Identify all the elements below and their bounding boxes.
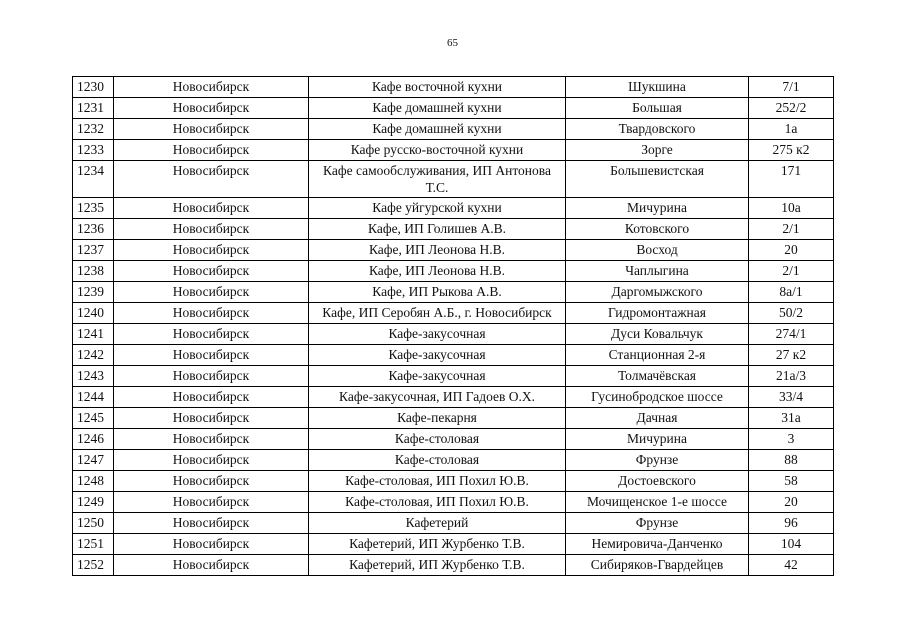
house-number-cell: 21а/3 — [749, 366, 834, 387]
row-number-cell: 1235 — [73, 198, 114, 219]
page-number: 65 — [447, 37, 458, 49]
city-cell: Новосибирск — [114, 261, 309, 282]
street-cell: Котовского — [566, 219, 749, 240]
establishment-cell: Кафе, ИП Серобян А.Б., г. Новосибирск — [309, 303, 566, 324]
establishment-cell: Кафе-столовая, ИП Похил Ю.В. — [309, 471, 566, 492]
table-row — [73, 450, 834, 471]
establishment-cell: Кафе-столовая — [309, 450, 566, 471]
city-cell: Новосибирск — [114, 140, 309, 161]
city-cell: Новосибирск — [114, 324, 309, 345]
row-number-cell: 1240 — [73, 303, 114, 324]
city-cell: Новосибирск — [114, 513, 309, 534]
city-cell: Новосибирск — [114, 387, 309, 408]
row-number-cell: 1243 — [73, 366, 114, 387]
establishment-cell: Кафе-закусочная — [309, 345, 566, 366]
city-cell: Новосибирск — [114, 240, 309, 261]
table-row — [73, 534, 834, 555]
row-number-cell: 1245 — [73, 408, 114, 429]
street-cell: Немировича-Данченко — [566, 534, 749, 555]
city-cell: Новосибирск — [114, 119, 309, 140]
street-cell: Фрунзе — [566, 450, 749, 471]
house-number-cell: 104 — [749, 534, 834, 555]
city-cell: Новосибирск — [114, 408, 309, 429]
row-number-cell: 1239 — [73, 282, 114, 303]
row-number-cell: 1238 — [73, 261, 114, 282]
establishment-cell: Кафе русско-восточной кухни — [309, 140, 566, 161]
table-row — [73, 261, 834, 282]
house-number-cell: 2/1 — [749, 219, 834, 240]
house-number-cell: 8а/1 — [749, 282, 834, 303]
house-number-cell: 27 к2 — [749, 345, 834, 366]
house-number-cell: 7/1 — [749, 77, 834, 98]
city-cell: Новосибирск — [114, 219, 309, 240]
establishment-cell: Кафе, ИП Голишев А.В. — [309, 219, 566, 240]
street-cell: Толмачёвская — [566, 366, 749, 387]
row-number-cell: 1244 — [73, 387, 114, 408]
city-cell: Новосибирск — [114, 198, 309, 219]
street-cell: Зорге — [566, 140, 749, 161]
row-number-cell: 1249 — [73, 492, 114, 513]
table-row — [73, 366, 834, 387]
establishment-cell: Кафе восточной кухни — [309, 77, 566, 98]
row-number-cell: 1248 — [73, 471, 114, 492]
establishment-cell: Кафетерий, ИП Журбенко Т.В. — [309, 555, 566, 576]
table-row — [73, 303, 834, 324]
street-cell: Твардовского — [566, 119, 749, 140]
street-cell: Восход — [566, 240, 749, 261]
establishment-cell: Кафетерий, ИП Журбенко Т.В. — [309, 534, 566, 555]
city-cell: Новосибирск — [114, 77, 309, 98]
city-cell: Новосибирск — [114, 534, 309, 555]
row-number-cell: 1246 — [73, 429, 114, 450]
city-cell: Новосибирск — [114, 429, 309, 450]
row-number-cell: 1233 — [73, 140, 114, 161]
street-cell: Достоевского — [566, 471, 749, 492]
table-row — [73, 345, 834, 366]
row-number-cell: 1247 — [73, 450, 114, 471]
row-number-cell: 1230 — [73, 77, 114, 98]
table-row — [73, 119, 834, 140]
table-row — [73, 387, 834, 408]
row-number-cell: 1252 — [73, 555, 114, 576]
table-row — [73, 219, 834, 240]
establishment-cell: Кафе-столовая, ИП Похил Ю.В. — [309, 492, 566, 513]
establishments-table — [72, 76, 834, 576]
street-cell: Чаплыгина — [566, 261, 749, 282]
table-row — [73, 324, 834, 345]
street-cell: Станционная 2-я — [566, 345, 749, 366]
establishment-cell: Кафе уйгурской кухни — [309, 198, 566, 219]
row-number-cell: 1237 — [73, 240, 114, 261]
street-cell: Дуси Ковальчук — [566, 324, 749, 345]
establishment-cell: Кафе-закусочная, ИП Гадоев О.Х. — [309, 387, 566, 408]
city-cell: Новосибирск — [114, 303, 309, 324]
house-number-cell: 274/1 — [749, 324, 834, 345]
house-number-cell: 58 — [749, 471, 834, 492]
city-cell: Новосибирск — [114, 98, 309, 119]
row-number-cell: 1232 — [73, 119, 114, 140]
house-number-cell: 10а — [749, 198, 834, 219]
establishment-cell: Кафе домашней кухни — [309, 98, 566, 119]
table-row — [73, 198, 834, 219]
row-number-cell: 1236 — [73, 219, 114, 240]
street-cell: Шукшина — [566, 77, 749, 98]
table-row — [73, 513, 834, 534]
row-number-cell: 1251 — [73, 534, 114, 555]
city-cell: Новосибирск — [114, 161, 309, 198]
table-row — [73, 282, 834, 303]
row-number-cell: 1250 — [73, 513, 114, 534]
table-row — [73, 140, 834, 161]
house-number-cell: 50/2 — [749, 303, 834, 324]
establishment-cell: Кафе самообслуживания, ИП Антонова Т.С. — [309, 161, 566, 198]
row-number-cell: 1234 — [73, 161, 114, 198]
table-row — [73, 492, 834, 513]
city-cell: Новосибирск — [114, 471, 309, 492]
establishment-cell: Кафе-закусочная — [309, 366, 566, 387]
city-cell: Новосибирск — [114, 282, 309, 303]
table-row — [73, 429, 834, 450]
table-row — [73, 471, 834, 492]
house-number-cell: 1а — [749, 119, 834, 140]
house-number-cell: 3 — [749, 429, 834, 450]
house-number-cell: 2/1 — [749, 261, 834, 282]
city-cell: Новосибирск — [114, 555, 309, 576]
city-cell: Новосибирск — [114, 492, 309, 513]
table-row — [73, 555, 834, 576]
street-cell: Мичурина — [566, 198, 749, 219]
house-number-cell: 20 — [749, 240, 834, 261]
establishment-cell: Кафетерий — [309, 513, 566, 534]
street-cell: Большая — [566, 98, 749, 119]
city-cell: Новосибирск — [114, 450, 309, 471]
table-row — [73, 161, 834, 198]
house-number-cell: 252/2 — [749, 98, 834, 119]
house-number-cell: 42 — [749, 555, 834, 576]
street-cell: Гусинобродское шоссе — [566, 387, 749, 408]
street-cell: Мочищенское 1-е шоссе — [566, 492, 749, 513]
house-number-cell: 96 — [749, 513, 834, 534]
street-cell: Дачная — [566, 408, 749, 429]
row-number-cell: 1231 — [73, 98, 114, 119]
house-number-cell: 31а — [749, 408, 834, 429]
street-cell: Даргомыжского — [566, 282, 749, 303]
house-number-cell: 20 — [749, 492, 834, 513]
street-cell: Большевистская — [566, 161, 749, 198]
establishment-cell: Кафе домашней кухни — [309, 119, 566, 140]
city-cell: Новосибирск — [114, 366, 309, 387]
establishment-cell: Кафе, ИП Рыкова А.В. — [309, 282, 566, 303]
house-number-cell: 33/4 — [749, 387, 834, 408]
house-number-cell: 275 к2 — [749, 140, 834, 161]
street-cell: Фрунзе — [566, 513, 749, 534]
street-cell: Мичурина — [566, 429, 749, 450]
establishment-cell: Кафе-пекарня — [309, 408, 566, 429]
table-row — [73, 98, 834, 119]
street-cell: Сибиряков-Гвардейцев — [566, 555, 749, 576]
city-cell: Новосибирск — [114, 345, 309, 366]
house-number-cell: 171 — [749, 161, 834, 198]
table-row — [73, 408, 834, 429]
establishment-cell: Кафе-столовая — [309, 429, 566, 450]
row-number-cell: 1242 — [73, 345, 114, 366]
table-row — [73, 240, 834, 261]
row-number-cell: 1241 — [73, 324, 114, 345]
establishment-cell: Кафе-закусочная — [309, 324, 566, 345]
establishment-cell: Кафе, ИП Леонова Н.В. — [309, 240, 566, 261]
street-cell: Гидромонтажная — [566, 303, 749, 324]
table-row — [73, 77, 834, 98]
table-body — [73, 77, 834, 576]
establishment-cell: Кафе, ИП Леонова Н.В. — [309, 261, 566, 282]
house-number-cell: 88 — [749, 450, 834, 471]
